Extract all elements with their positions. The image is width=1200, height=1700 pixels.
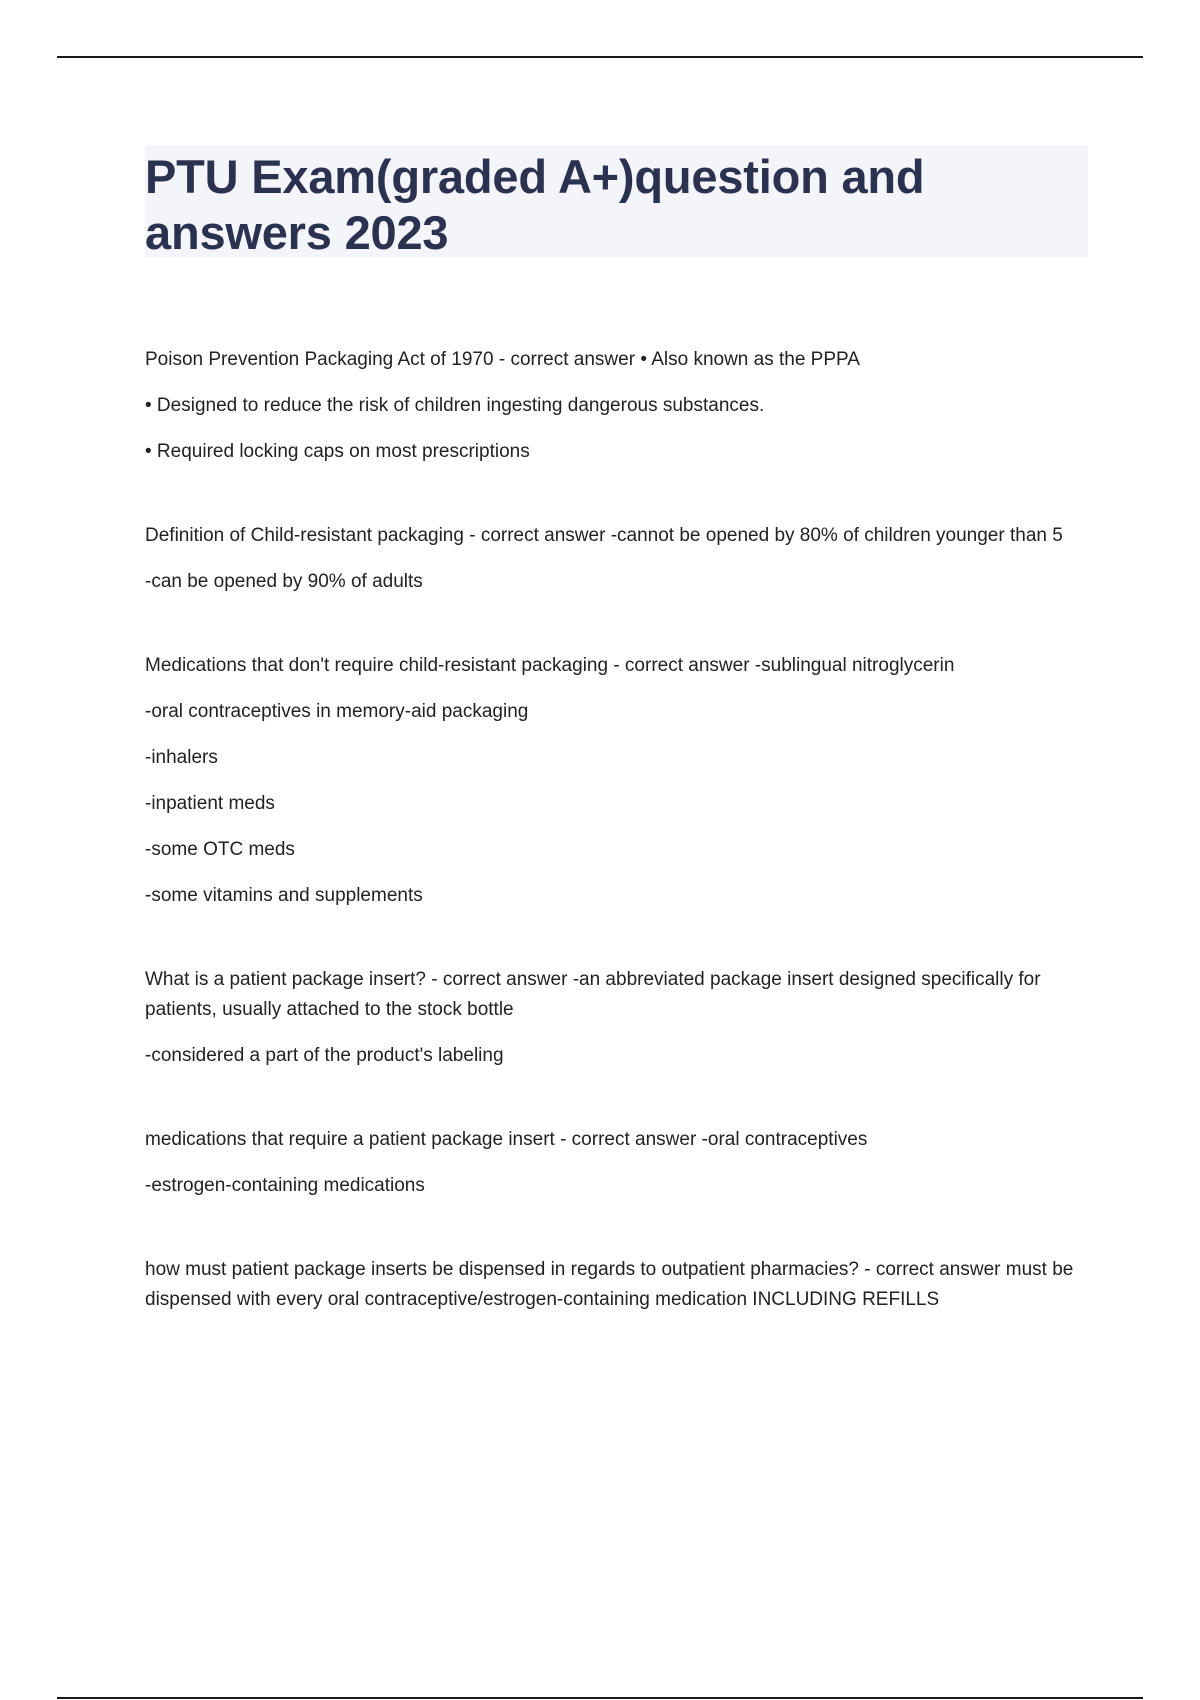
qa-item-insert-required-medications <box>145 1125 1095 1201</box>
qa-answer-line: • Designed to reduce the risk of children ingesting dangerous substances. <box>145 395 765 416</box>
top-divider <box>57 56 1143 58</box>
qa-answer-line: -estrogen-containing medications <box>145 1175 425 1196</box>
qa-question-line: What is a patient package insert? - correct answer -an abbreviated package insert designed specifically for patients, usually attached to the stock bottle <box>145 969 1041 1020</box>
qa-answer-line: -oral contraceptives in memory-aid packaging <box>145 701 529 722</box>
document-title: PTU Exam(graded A+)question and answers 2023 <box>145 150 925 259</box>
qa-question-line: medications that require a patient package insert - correct answer -oral contraceptives <box>145 1129 868 1150</box>
qa-question-line: Poison Prevention Packaging Act of 1970 - correct answer • Also known as the PPPA <box>145 349 860 370</box>
qa-answer-line: • Required locking caps on most prescriptions <box>145 441 530 462</box>
qa-answer-line: -inpatient meds <box>145 793 275 814</box>
qa-question-line: Medications that don't require child-resistant packaging - correct answer -sublingual nitroglycerin <box>145 655 955 676</box>
title-banner <box>145 145 1088 257</box>
qa-answer-line: -considered a part of the product's labeling <box>145 1045 504 1066</box>
qa-item-child-resistant-definition <box>145 521 1095 597</box>
qa-question-line: Definition of Child-resistant packaging - correct answer -cannot be opened by 80% of children younger than 5 <box>145 525 1063 546</box>
bottom-divider <box>57 1697 1143 1699</box>
qa-answer-line: -can be opened by 90% of adults <box>145 571 423 592</box>
qa-item-exempt-medications <box>145 651 1095 911</box>
qa-question-line: how must patient package inserts be dispensed in regards to outpatient pharmacies? - correct answer must be dispensed with every oral contraceptive/estrogen-containing medication INCLUDING REFILLS <box>145 1259 1074 1310</box>
qa-answer-line: -some vitamins and supplements <box>145 885 423 906</box>
qa-answer-line: -inhalers <box>145 747 218 768</box>
qa-answer-line: -some OTC meds <box>145 839 295 860</box>
qa-item-insert-dispensing <box>145 1255 1095 1315</box>
qa-item-patient-package-insert <box>145 965 1095 1071</box>
qa-item-pppa <box>145 345 1095 467</box>
document-body <box>145 345 1095 1369</box>
